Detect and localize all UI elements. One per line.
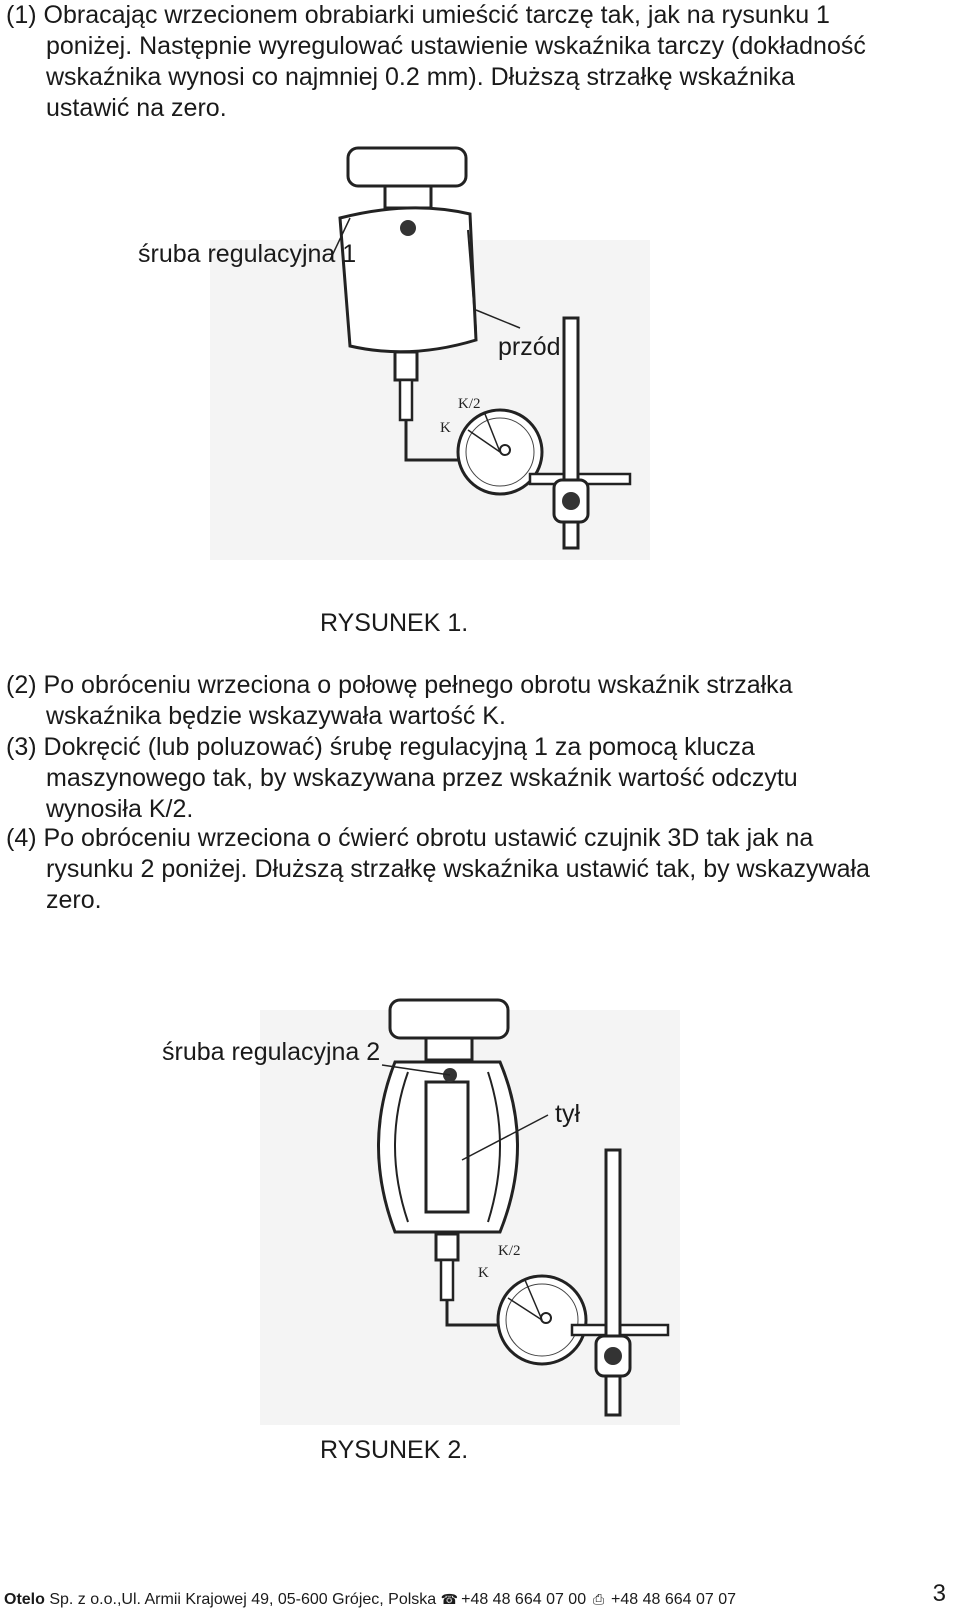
body-window: [426, 1082, 468, 1212]
spindle-shaft: [400, 380, 412, 420]
paragraph-2: [6, 670, 946, 732]
footer-company: Otelo: [4, 1591, 45, 1608]
page-number: 3: [932, 1580, 946, 1607]
footer-fax: +48 48 664 07 07: [611, 1591, 737, 1608]
label-front: przód: [498, 333, 561, 361]
adjusting-screw: [400, 220, 416, 236]
spindle-stem: [436, 1234, 458, 1260]
figure-2-caption: RYSUNEK 2.: [320, 1436, 469, 1464]
footer-address: Sp. z o.o.,Ul. Armii Krajowej 49, 05-600 Grójec, Polska: [49, 1591, 437, 1608]
spindle-shaft: [441, 1260, 453, 1300]
paragraph-1-line-4: ustawić na zero.: [46, 94, 227, 122]
footer-phone: +48 48 664 07 00: [461, 1591, 587, 1608]
dial-label-k2: K/2: [498, 1243, 521, 1259]
top-knob: [348, 148, 466, 186]
paragraph-4-line-2: rysunku 2 poniżej. Dłuższą strzałkę wskaźnika ustawić tak, by wskazywała: [46, 855, 870, 883]
paragraph-1-line-3: wskaźnika wynosi co najmniej 0.2 mm). Dłuższą strzałkę wskaźnika: [46, 63, 795, 91]
clamp-knob: [604, 1347, 622, 1365]
spindle-stem: [395, 352, 417, 380]
fax-icon: ⎙: [592, 1591, 605, 1607]
label-adjusting-screw-1: śruba regulacyjna 1: [138, 240, 357, 268]
paragraph-2-line-2: wskaźnika będzie wskazywała wartość K.: [46, 702, 506, 730]
dial-label-k: K: [440, 420, 451, 436]
page-footer: [4, 1589, 884, 1610]
spindle-tester-illustration-1: [200, 130, 660, 570]
dial-label-k: K: [478, 1265, 489, 1281]
paragraph-4-line-1: (4) Po obróceniu wrzeciona o ćwierć obrotu ustawić czujnik 3D tak jak na: [6, 824, 814, 852]
paragraph-1-line-2: poniżej. Następnie wyregulować ustawienie wskaźnika tarczy (dokładność: [46, 32, 866, 60]
paragraph-4-line-3: zero.: [46, 886, 102, 914]
paragraph-3-line-2: maszynowego tak, by wskazywana przez wskaźnik wartość odczytu: [46, 764, 798, 792]
dial-label-k2: K/2: [458, 396, 481, 412]
figure-2: [162, 980, 690, 1430]
phone-icon: ☎: [440, 1591, 459, 1607]
figure-1: [138, 130, 660, 570]
paragraph-4: [6, 823, 946, 916]
knob-neck: [426, 1038, 472, 1060]
paragraph-3-line-3: wynosiła K/2.: [46, 795, 194, 823]
top-knob: [390, 1000, 508, 1038]
knob-neck: [385, 186, 431, 208]
label-back: tył: [555, 1100, 580, 1128]
paragraph-1-line-1: (1) Obracając wrzecionem obrabiarki umieścić tarczę tak, jak na rysunku 1: [6, 1, 830, 29]
paragraph-3: [6, 732, 946, 825]
clamp-knob: [562, 492, 580, 510]
paragraph-2-line-1: (2) Po obróceniu wrzeciona o połowę pełnego obrotu wskaźnik strzałka: [6, 671, 793, 699]
figure-1-caption: RYSUNEK 1.: [320, 609, 469, 637]
label-adjusting-screw-2: śruba regulacyjna 2: [162, 1038, 381, 1066]
paragraph-1: [6, 0, 946, 124]
paragraph-3-line-1: (3) Dokręcić (lub poluzować) śrubę regulacyjną 1 za pomocą klucza: [6, 733, 755, 761]
